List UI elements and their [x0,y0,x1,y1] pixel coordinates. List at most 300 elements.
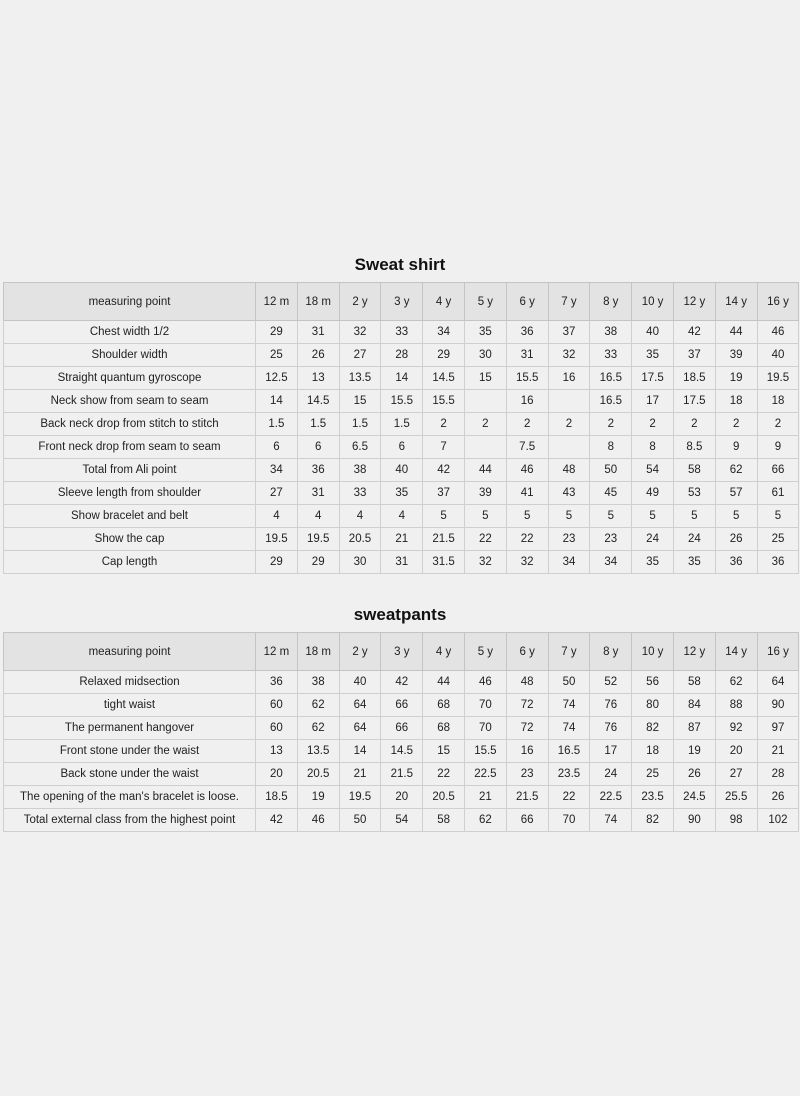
table-row [4,321,799,344]
measurement-value: 5 [715,505,757,528]
measurement-label: Neck show from seam to seam [4,390,256,413]
measurement-value: 68 [423,717,465,740]
measurement-value: 39 [464,482,506,505]
measurement-value: 8.5 [673,436,715,459]
table-row [4,551,799,574]
measurement-value: 35 [464,321,506,344]
measurement-value: 29 [423,344,465,367]
measurement-value: 21.5 [423,528,465,551]
measurement-value: 5 [632,505,674,528]
measurement-value [548,436,590,459]
measurement-value: 84 [673,694,715,717]
table-row [4,694,799,717]
measurement-value: 24 [590,763,632,786]
measurement-value: 48 [506,671,548,694]
measurement-value: 19 [297,786,339,809]
header-size: 2 y [339,283,381,321]
measurement-value: 15.5 [423,390,465,413]
measurement-value: 80 [632,694,674,717]
header-size: 18 m [297,633,339,671]
measurement-value: 66 [506,809,548,832]
header-size: 8 y [590,283,632,321]
measurement-value: 41 [506,482,548,505]
measurement-value: 56 [632,671,674,694]
measurement-value: 31 [381,551,423,574]
measurement-value: 25 [256,344,298,367]
header-size: 5 y [464,283,506,321]
measurement-label: Relaxed midsection [4,671,256,694]
measurement-value: 40 [339,671,381,694]
table-row [4,740,799,763]
measurement-value: 20.5 [297,763,339,786]
measurement-value: 25.5 [715,786,757,809]
measurement-value: 4 [339,505,381,528]
measurement-value: 40 [757,344,799,367]
measurement-value: 60 [256,694,298,717]
measurement-value: 32 [464,551,506,574]
measurement-value: 54 [632,459,674,482]
measurement-value: 16 [506,390,548,413]
measurement-value: 64 [339,694,381,717]
measurement-value: 46 [757,321,799,344]
measurement-value: 8 [590,436,632,459]
measurement-value: 72 [506,717,548,740]
sweatshirt-title: Sweat shirt [354,255,446,274]
measurement-value [548,390,590,413]
table-row [4,367,799,390]
measurement-value: 42 [423,459,465,482]
header-size: 14 y [715,633,757,671]
measurement-value: 58 [673,671,715,694]
measurement-value: 18.5 [256,786,298,809]
header-size: 12 m [256,633,298,671]
measurement-value: 33 [381,321,423,344]
measurement-label: The permanent hangover [4,717,256,740]
measurement-value: 19 [715,367,757,390]
measurement-value: 16 [548,367,590,390]
measurement-value: 9 [757,436,799,459]
measurement-value: 37 [548,321,590,344]
header-size: 6 y [506,283,548,321]
measurement-value: 74 [590,809,632,832]
measurement-value: 36 [757,551,799,574]
measurement-value: 46 [464,671,506,694]
table-row [4,763,799,786]
measurement-value: 2 [423,413,465,436]
table-row [4,717,799,740]
measurement-value: 70 [464,694,506,717]
measurement-label: The opening of the man's bracelet is loose. [4,786,256,809]
measurement-value: 21 [464,786,506,809]
table-row [4,344,799,367]
measurement-value: 31 [506,344,548,367]
measurement-value: 22 [506,528,548,551]
measurement-value: 5 [673,505,715,528]
measurement-value: 66 [381,694,423,717]
measurement-value: 15.5 [464,740,506,763]
table-row [4,505,799,528]
measurement-value: 2 [590,413,632,436]
measurement-value: 26 [757,786,799,809]
measurement-value: 14.5 [297,390,339,413]
measurement-value: 13.5 [339,367,381,390]
measurement-value: 19.5 [256,528,298,551]
measurement-value: 21 [757,740,799,763]
measurement-value: 92 [715,717,757,740]
measurement-value: 62 [715,671,757,694]
measurement-value: 32 [339,321,381,344]
measurement-value: 66 [757,459,799,482]
header-size: 10 y [632,283,674,321]
measurement-value: 15.5 [381,390,423,413]
measurement-value: 23 [506,763,548,786]
measurement-value: 6 [381,436,423,459]
measurement-value: 82 [632,809,674,832]
measurement-value: 26 [673,763,715,786]
measurement-value: 38 [590,321,632,344]
measurement-value: 13 [256,740,298,763]
measurement-value: 15 [423,740,465,763]
measurement-value: 62 [297,694,339,717]
measurement-value: 97 [757,717,799,740]
header-measuring-point: measuring point [4,633,256,671]
measurement-value: 28 [757,763,799,786]
measurement-value: 23 [590,528,632,551]
measurement-value: 2 [673,413,715,436]
measurement-label: Show bracelet and belt [4,505,256,528]
measurement-value: 34 [256,459,298,482]
measurement-label: Shoulder width [4,344,256,367]
measurement-value: 38 [297,671,339,694]
measurement-label: Cap length [4,551,256,574]
measurement-value: 37 [423,482,465,505]
measurement-value: 15.5 [506,367,548,390]
header-size: 16 y [757,633,799,671]
measurement-value: 66 [381,717,423,740]
measurement-value: 1.5 [256,413,298,436]
measurement-value: 5 [506,505,548,528]
measurement-value: 74 [548,694,590,717]
measurement-value: 50 [339,809,381,832]
measurement-value: 19 [673,740,715,763]
measurement-value: 20 [715,740,757,763]
measurement-value: 62 [297,717,339,740]
table-row [4,390,799,413]
measurement-value: 23.5 [548,763,590,786]
measurement-value: 26 [715,528,757,551]
measurement-value: 28 [381,344,423,367]
header-size: 6 y [506,633,548,671]
measurement-value: 34 [423,321,465,344]
measurement-value: 29 [256,321,298,344]
measurement-value [464,390,506,413]
measurement-value: 2 [757,413,799,436]
measurement-value: 45 [590,482,632,505]
header-size: 7 y [548,633,590,671]
measurement-value: 33 [590,344,632,367]
measurement-value: 14.5 [381,740,423,763]
measurement-value: 18 [757,390,799,413]
measurement-label: Sleeve length from shoulder [4,482,256,505]
measurement-value: 36 [297,459,339,482]
measurement-value: 9 [715,436,757,459]
measurement-label: tight waist [4,694,256,717]
measurement-value: 5 [548,505,590,528]
measurement-value: 38 [339,459,381,482]
header-size: 8 y [590,633,632,671]
measurement-value: 44 [464,459,506,482]
measurement-value: 61 [757,482,799,505]
measurement-value: 46 [297,809,339,832]
measurement-value: 6 [297,436,339,459]
measurement-value: 30 [339,551,381,574]
measurement-value: 14.5 [423,367,465,390]
measurement-value: 82 [632,717,674,740]
measurement-value: 19.5 [757,367,799,390]
measurement-value: 49 [632,482,674,505]
measurement-value: 1.5 [297,413,339,436]
measurement-value: 27 [715,763,757,786]
header-size: 4 y [423,633,465,671]
measurement-value: 23 [548,528,590,551]
measurement-value: 98 [715,809,757,832]
measurement-value: 19.5 [339,786,381,809]
measurement-value: 70 [548,809,590,832]
measurement-value: 30 [464,344,506,367]
measurement-value: 18.5 [673,367,715,390]
measurement-value: 48 [548,459,590,482]
measurement-value: 16 [506,740,548,763]
sweatshirt-section [0,250,800,574]
measurement-value: 35 [673,551,715,574]
header-size: 14 y [715,283,757,321]
measurement-label: Total external class from the highest point [4,809,256,832]
measurement-value: 68 [423,694,465,717]
measurement-value: 42 [381,671,423,694]
measurement-value: 58 [673,459,715,482]
measurement-value: 62 [715,459,757,482]
measurement-value: 17 [590,740,632,763]
measurement-value: 90 [673,809,715,832]
table-row [4,413,799,436]
measurement-value: 37 [673,344,715,367]
header-size: 12 y [673,283,715,321]
measurement-value: 14 [339,740,381,763]
measurement-value: 14 [256,390,298,413]
measurement-value: 19.5 [297,528,339,551]
measurement-value: 44 [715,321,757,344]
measurement-value: 33 [339,482,381,505]
table-row [4,459,799,482]
measurement-value: 24 [632,528,674,551]
measurement-value: 32 [548,344,590,367]
header-size: 5 y [464,633,506,671]
measurement-value: 22.5 [590,786,632,809]
measurement-value: 22 [423,763,465,786]
measurement-value: 18 [715,390,757,413]
measurement-value: 42 [256,809,298,832]
measurement-value: 21 [381,528,423,551]
measurement-value: 74 [548,717,590,740]
measurement-value: 6 [256,436,298,459]
measurement-value: 17 [632,390,674,413]
measurement-value: 58 [423,809,465,832]
header-size: 18 m [297,283,339,321]
header-size: 12 m [256,283,298,321]
table-row [4,786,799,809]
measurement-value: 26 [297,344,339,367]
measurement-label: Show the cap [4,528,256,551]
measurement-value: 42 [673,321,715,344]
measurement-value: 31 [297,482,339,505]
measurement-value: 17.5 [632,367,674,390]
measurement-value: 5 [423,505,465,528]
measurement-value: 36 [256,671,298,694]
measurement-value: 20 [256,763,298,786]
measurement-value: 22 [464,528,506,551]
measurement-value: 4 [297,505,339,528]
measurement-value: 5 [590,505,632,528]
measurement-value: 35 [632,344,674,367]
measurement-value: 20 [381,786,423,809]
measurement-label: Straight quantum gyroscope [4,367,256,390]
measurement-value: 25 [632,763,674,786]
measurement-value: 21.5 [506,786,548,809]
measurement-value: 22.5 [464,763,506,786]
measurement-value: 21 [339,763,381,786]
measurement-value: 5 [757,505,799,528]
measurement-value: 36 [506,321,548,344]
measurement-value: 36 [715,551,757,574]
measurement-value: 54 [381,809,423,832]
measurement-value: 16.5 [548,740,590,763]
measurement-value: 2 [464,413,506,436]
header-size: 3 y [381,633,423,671]
measurement-value: 43 [548,482,590,505]
measurement-value: 2 [632,413,674,436]
measurement-value: 52 [590,671,632,694]
measurement-value: 22 [548,786,590,809]
header-size: 7 y [548,283,590,321]
measurement-value: 2 [715,413,757,436]
sweatpants-title: sweatpants [353,605,447,624]
measurement-value: 57 [715,482,757,505]
measurement-value: 87 [673,717,715,740]
measurement-value: 14 [381,367,423,390]
header-size: 16 y [757,283,799,321]
measurement-value: 24 [673,528,715,551]
measurement-value: 31.5 [423,551,465,574]
table-row [4,436,799,459]
measurement-value: 90 [757,694,799,717]
measurement-value: 20.5 [423,786,465,809]
measurement-value: 2 [506,413,548,436]
measurement-value: 13 [297,367,339,390]
measurement-value [464,436,506,459]
measurement-value: 1.5 [339,413,381,436]
measurement-value: 35 [381,482,423,505]
measurement-value: 40 [632,321,674,344]
measurement-label: Back neck drop from stitch to stitch [4,413,256,436]
measurement-value: 27 [256,482,298,505]
measurement-value: 35 [632,551,674,574]
measurement-value: 20.5 [339,528,381,551]
measurement-value: 76 [590,694,632,717]
header-size: 10 y [632,633,674,671]
measurement-value: 2 [548,413,590,436]
measurement-value: 40 [381,459,423,482]
table-row [4,671,799,694]
header-size: 12 y [673,633,715,671]
measurement-value: 76 [590,717,632,740]
measurement-value: 17.5 [673,390,715,413]
measurement-value: 4 [256,505,298,528]
measurement-value: 29 [256,551,298,574]
measurement-value: 62 [464,809,506,832]
measurement-value: 50 [590,459,632,482]
measurement-value: 4 [381,505,423,528]
measurement-label: Total from Ali point [4,459,256,482]
measurement-value: 50 [548,671,590,694]
table-row [4,809,799,832]
measurement-value: 16.5 [590,390,632,413]
measurement-value: 70 [464,717,506,740]
measurement-value: 44 [423,671,465,694]
measurement-value: 60 [256,717,298,740]
measurement-value: 15 [339,390,381,413]
sweatpants-section [0,600,800,832]
table-header-row [4,633,799,671]
measurement-value: 18 [632,740,674,763]
measurement-value: 88 [715,694,757,717]
measurement-value: 1.5 [381,413,423,436]
measurement-label: Front stone under the waist [4,740,256,763]
measurement-value: 21.5 [381,763,423,786]
measurement-label: Chest width 1/2 [4,321,256,344]
measurement-value: 72 [506,694,548,717]
header-size: 2 y [339,633,381,671]
measurement-value: 13.5 [297,740,339,763]
measurement-value: 31 [297,321,339,344]
measurement-value: 24.5 [673,786,715,809]
measurement-value: 53 [673,482,715,505]
measurement-value: 102 [757,809,799,832]
measurement-value: 46 [506,459,548,482]
sweatpants-size-table [3,632,799,832]
sweatshirt-size-table [3,282,799,574]
measurement-value: 8 [632,436,674,459]
measurement-value: 16.5 [590,367,632,390]
measurement-value: 27 [339,344,381,367]
measurement-value: 7 [423,436,465,459]
measurement-value: 64 [339,717,381,740]
measurement-value: 32 [506,551,548,574]
measurement-value: 25 [757,528,799,551]
measurement-label: Front neck drop from seam to seam [4,436,256,459]
table-header-row [4,283,799,321]
measurement-label: Back stone under the waist [4,763,256,786]
measurement-value: 23.5 [632,786,674,809]
table-row [4,482,799,505]
measurement-value: 64 [757,671,799,694]
measurement-value: 15 [464,367,506,390]
header-size: 3 y [381,283,423,321]
table-row [4,528,799,551]
measurement-value: 29 [297,551,339,574]
measurement-value: 5 [464,505,506,528]
measurement-value: 39 [715,344,757,367]
measurement-value: 7.5 [506,436,548,459]
